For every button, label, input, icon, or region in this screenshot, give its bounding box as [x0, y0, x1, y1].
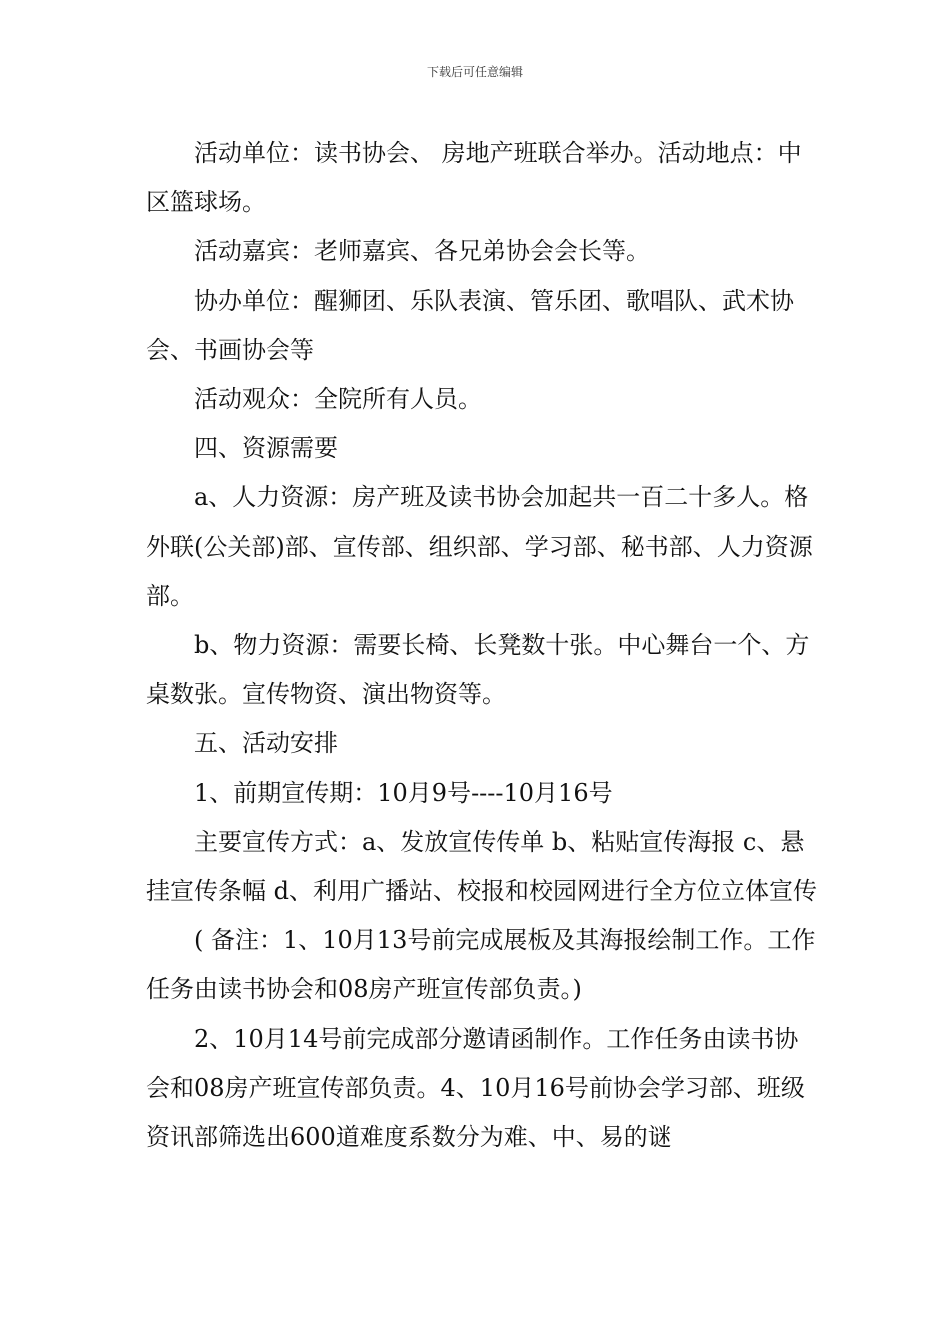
- paragraph-material-resources: b、物力资源：需要长椅、长凳数十张。中心舞台一个、方桌数张。宣传物资、演出物资等。: [146, 631, 810, 709]
- section-heading-schedule: 五、活动安排: [194, 729, 338, 758]
- section-heading-resources: 四、资源需要: [194, 434, 338, 463]
- page-header: 下载后可任意编辑: [426, 65, 523, 79]
- paragraph-note: ( 备注：1、10月13号前完成展板及其海报绘制工作。工作任务由读书协会和08房产班宣传部负责。): [146, 926, 816, 1004]
- paragraph-audience: 活动观众：全院所有人员。: [194, 385, 482, 414]
- paragraph-human-resources: a、人力资源：房产班及读书协会加起共一百二十多人。格外联(公关部)部、宣传部、组织部、学习部、秘书部、人力资源部。: [146, 483, 813, 610]
- paragraph-publicity-methods: 主要宣传方式：a、发放宣传传单 b、粘贴宣传海报 c、悬挂宣传条幅 d、利用广播站、校报和校园网进行全方位立体宣传: [146, 827, 817, 906]
- paragraph-co-organizers: 协办单位：醒狮团、乐队表演、管乐团、歌唱队、武术协会、书画协会等: [146, 286, 794, 364]
- paragraph-invitations: 2、10月14号前完成部分邀请函制作。工作任务由读书协会和08房产班宣传部负责。4、10月16号前协会学习部、班级资讯部筛选出600道难度系数分为难、中、易的谜: [146, 1024, 805, 1152]
- paragraph-publicity-period: 1、前期宣传期：10月9号----10月16号: [194, 778, 613, 807]
- paragraph-guests: 活动嘉宾：老师嘉宾、各兄弟协会会长等。: [194, 237, 650, 266]
- document-body: [146, 129, 822, 1162]
- paragraph-organizers: 活动单位：读书协会、 房地产班联合举办。活动地点：中区篮球场。: [146, 139, 802, 217]
